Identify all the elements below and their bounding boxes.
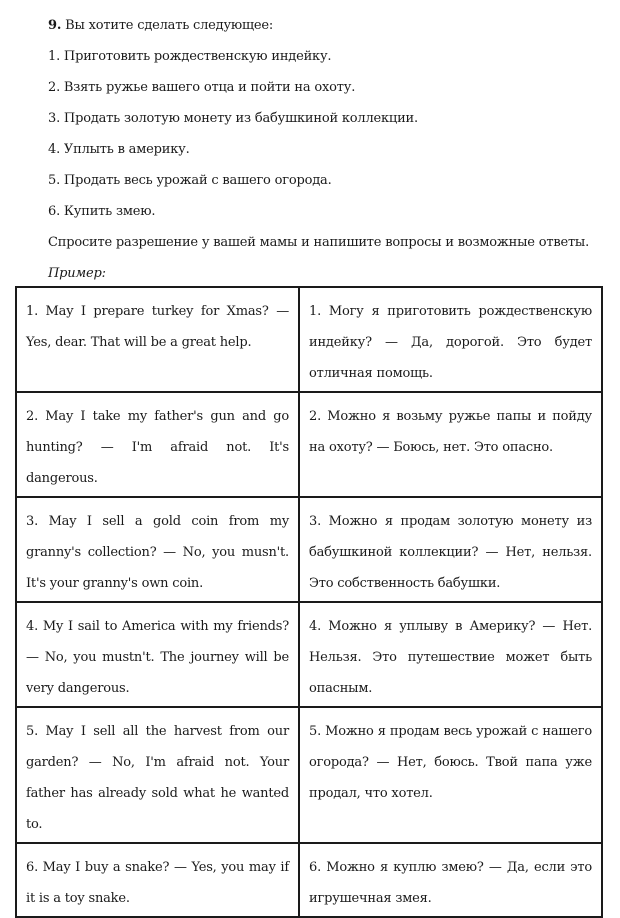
table-row [16, 843, 602, 917]
russian-cell: 6. Можно я куплю змею? — Да, если это игрушечная змея. [299, 843, 602, 917]
english-cell: 6. May I buy a snake? — Yes, you may if it is a toy snake. [16, 843, 299, 917]
task-item: 5. Продать весь урожай с вашего огорода. [48, 173, 332, 188]
instruction-text: Спросите разрешение у вашей мамы и напишите вопросы и возможные ответы. [48, 235, 590, 250]
table-row [16, 497, 602, 602]
task-item: 6. Купить змею. [48, 204, 156, 219]
exercise-heading: Вы хотите сделать следующее: [65, 18, 274, 33]
english-cell: 4. My I sail to America with my friends? — No, you mustn't. The journey will be very dangerous. [16, 602, 299, 707]
table-row [16, 392, 602, 497]
russian-cell: 1. Могу я приготовить рождественскую индейку? — Да, дорогой. Это будет отличная помощь. [299, 287, 602, 392]
english-cell: 3. May I sell a gold coin from my granny's collection? — No, you musn't. It's your granny's own coin. [16, 497, 299, 602]
task-item: 3. Продать золотую монету из бабушкиной коллекции. [48, 111, 418, 126]
dialog-table [15, 286, 603, 918]
table-row [16, 707, 602, 843]
table-row [16, 287, 602, 392]
table-row [16, 602, 602, 707]
russian-cell: 4. Можно я уплыву в Америку? — Нет. Нельзя. Это путешествие может быть опасным. [299, 602, 602, 707]
task-item: 2. Взять ружье вашего отца и пойти на охоту. [48, 80, 356, 95]
english-cell: 5. May I sell all the harvest from our garden? — No, I'm afraid not. Your father has already sold what he wanted to. [16, 707, 299, 843]
example-label: Пример: [48, 266, 106, 281]
russian-cell: 5. Можно я продам весь урожай с нашего огорода? — Нет, боюсь. Твой папа уже продал, что хотел. [299, 707, 602, 843]
english-cell: 2. May I take my father's gun and go hunting? — I'm afraid not. It's dangerous. [16, 392, 299, 497]
task-item: 4. Уплыть в америку. [48, 142, 190, 157]
exercise-number: 9. [48, 18, 62, 33]
exercise-block [48, 10, 608, 289]
russian-cell: 2. Можно я возьму ружье папы и пойду на охоту? — Боюсь, нет. Это опасно. [299, 392, 602, 497]
exercise-heading-line [48, 10, 608, 41]
task-item: 1. Приготовить рождественскую индейку. [48, 49, 332, 64]
english-cell: 1. May I prepare turkey for Xmas? — Yes, dear. That will be a great help. [16, 287, 299, 392]
russian-cell: 3. Можно я продам золотую монету из бабушкиной коллекции? — Нет, нельзя. Это собственность бабушки. [299, 497, 602, 602]
